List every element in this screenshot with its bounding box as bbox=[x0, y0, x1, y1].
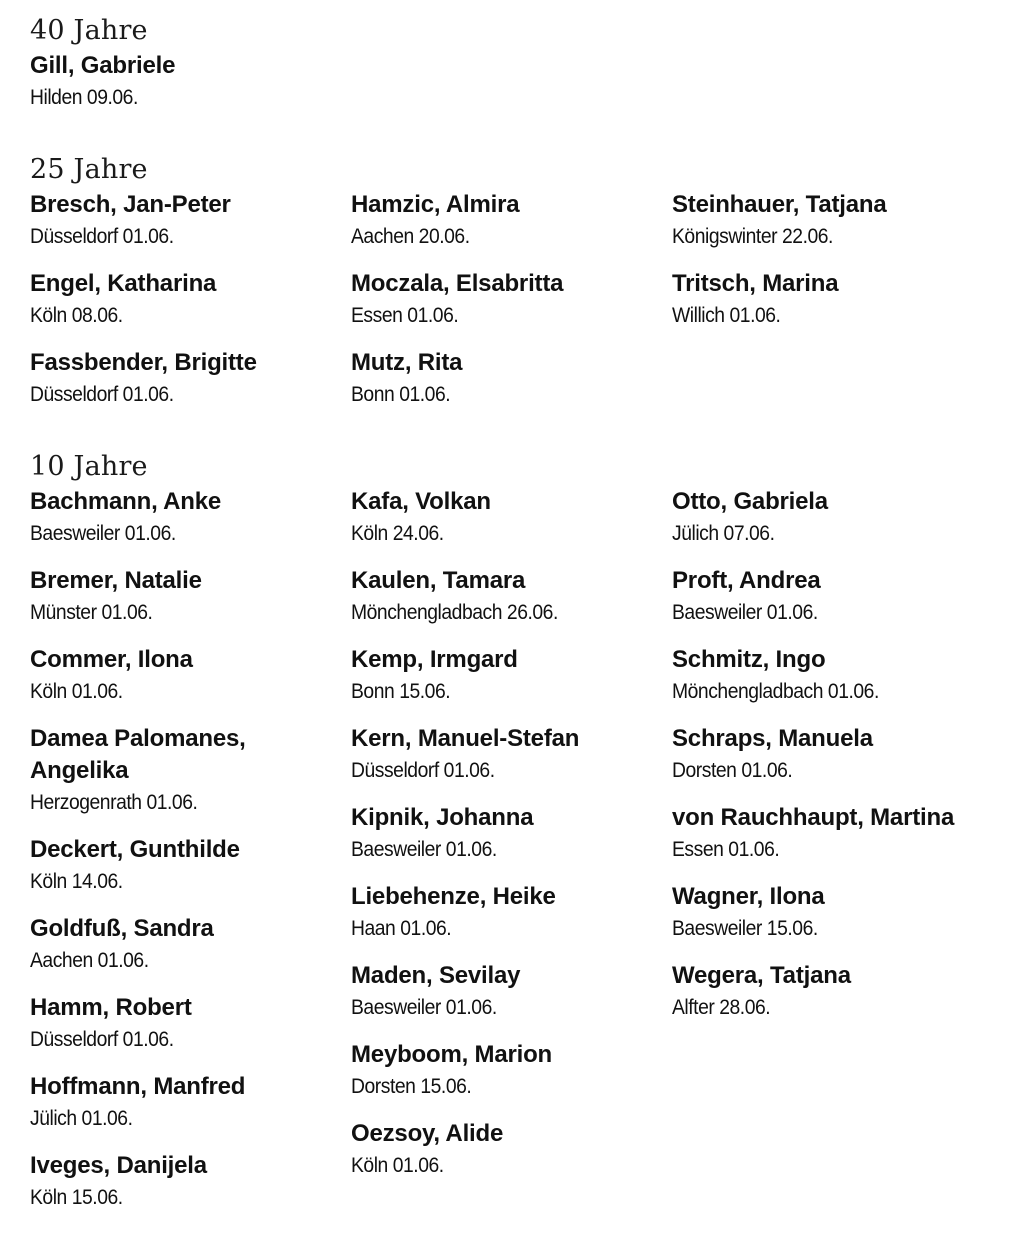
list-item bbox=[30, 644, 351, 708]
list-item bbox=[351, 486, 672, 550]
location-date: Baesweiler 15.06. bbox=[672, 917, 818, 940]
location-date: Jülich 01.06. bbox=[30, 1107, 133, 1130]
location-date: Baesweiler 01.06. bbox=[351, 838, 497, 861]
person-name: Fassbender, Brigitte bbox=[30, 349, 257, 376]
person-name: Bachmann, Anke bbox=[30, 488, 222, 515]
list-item bbox=[30, 913, 351, 977]
list-item bbox=[351, 1039, 672, 1103]
person-name: Hamzic, Almira bbox=[351, 191, 520, 218]
section-title: 25 Jahre bbox=[30, 154, 148, 185]
list-item bbox=[30, 723, 351, 819]
column-1 bbox=[30, 486, 351, 1229]
person-name: Kafa, Volkan bbox=[351, 488, 491, 515]
location-date: Köln 14.06. bbox=[30, 870, 123, 893]
person-name: Schmitz, Ingo bbox=[672, 646, 826, 673]
person-name: Meyboom, Marion bbox=[351, 1041, 553, 1068]
person-name: von Rauchhaupt, Martina bbox=[672, 804, 955, 831]
person-name: Kipnik, Johanna bbox=[351, 804, 534, 831]
person-name: Kaulen, Tamara bbox=[351, 567, 526, 594]
location-date: Baesweiler 01.06. bbox=[30, 522, 176, 545]
location-date: Düsseldorf 01.06. bbox=[30, 1028, 174, 1051]
list-item bbox=[30, 347, 351, 411]
anniversary-list bbox=[30, 12, 1000, 1251]
list-item bbox=[30, 50, 351, 114]
section-title: 10 Jahre bbox=[30, 451, 148, 482]
person-name: Maden, Sevilay bbox=[351, 962, 521, 989]
person-name: Gill, Gabriele bbox=[30, 52, 176, 79]
column-1 bbox=[30, 50, 351, 129]
column-3 bbox=[672, 486, 1000, 1039]
list-item bbox=[672, 881, 1000, 945]
list-item bbox=[30, 992, 351, 1056]
list-item bbox=[672, 960, 1000, 1024]
column-2 bbox=[351, 486, 672, 1197]
person-name: Tritsch, Marina bbox=[672, 270, 839, 297]
list-item bbox=[351, 960, 672, 1024]
list-item bbox=[351, 189, 672, 253]
list-item bbox=[672, 268, 1000, 332]
location-date: Aachen 01.06. bbox=[30, 949, 149, 972]
location-date: Bonn 15.06. bbox=[351, 680, 451, 703]
section-grid bbox=[30, 50, 1000, 129]
person-name: Iveges, Danijela bbox=[30, 1152, 207, 1179]
list-item bbox=[351, 644, 672, 708]
list-item bbox=[672, 565, 1000, 629]
location-date: Baesweiler 01.06. bbox=[672, 601, 818, 624]
list-item bbox=[351, 268, 672, 332]
location-date: Jülich 07.06. bbox=[672, 522, 775, 545]
column-3 bbox=[672, 189, 1000, 347]
section-grid bbox=[30, 486, 1000, 1229]
person-name: Steinhauer, Tatjana bbox=[672, 191, 887, 218]
person-name: Hoffmann, Manfred bbox=[30, 1073, 246, 1100]
list-item bbox=[672, 189, 1000, 253]
person-name: Goldfuß, Sandra bbox=[30, 915, 214, 942]
list-item bbox=[30, 189, 351, 253]
location-date: Alfter 28.06. bbox=[672, 996, 771, 1019]
list-item bbox=[672, 644, 1000, 708]
person-name: Bresch, Jan-Peter bbox=[30, 191, 231, 218]
list-item bbox=[351, 881, 672, 945]
location-date: Essen 01.06. bbox=[351, 304, 459, 327]
location-date: Königswinter 22.06. bbox=[672, 225, 833, 248]
location-date: Herzogenrath 01.06. bbox=[30, 791, 198, 814]
location-date: Dorsten 01.06. bbox=[672, 759, 793, 782]
location-date: Münster 01.06. bbox=[30, 601, 153, 624]
list-item bbox=[672, 486, 1000, 550]
person-name: Liebehenze, Heike bbox=[351, 883, 556, 910]
location-date: Aachen 20.06. bbox=[351, 225, 470, 248]
location-date: Düsseldorf 01.06. bbox=[30, 383, 174, 406]
list-item bbox=[672, 723, 1000, 787]
list-item bbox=[351, 802, 672, 866]
person-name: Otto, Gabriela bbox=[672, 488, 828, 515]
location-date: Düsseldorf 01.06. bbox=[351, 759, 495, 782]
location-date: Baesweiler 01.06. bbox=[351, 996, 497, 1019]
section-25-jahre bbox=[30, 151, 1000, 426]
list-item bbox=[351, 347, 672, 411]
person-name: Wagner, Ilona bbox=[672, 883, 825, 910]
list-item bbox=[351, 723, 672, 787]
list-item bbox=[30, 1150, 351, 1214]
location-date: Willich 01.06. bbox=[672, 304, 781, 327]
location-date: Bonn 01.06. bbox=[351, 383, 451, 406]
section-grid bbox=[30, 189, 1000, 426]
list-item bbox=[30, 834, 351, 898]
location-date: Köln 24.06. bbox=[351, 522, 444, 545]
location-date: Mönchengladbach 01.06. bbox=[672, 680, 879, 703]
person-name: Engel, Katharina bbox=[30, 270, 217, 297]
person-name: Commer, Ilona bbox=[30, 646, 193, 673]
person-name: Bremer, Natalie bbox=[30, 567, 202, 594]
list-item bbox=[351, 565, 672, 629]
location-date: Düsseldorf 01.06. bbox=[30, 225, 174, 248]
person-name: Mutz, Rita bbox=[351, 349, 463, 376]
location-date: Köln 08.06. bbox=[30, 304, 123, 327]
location-date: Köln 01.06. bbox=[351, 1154, 444, 1177]
person-name: Oezsoy, Alide bbox=[351, 1120, 504, 1147]
list-item bbox=[672, 802, 1000, 866]
location-date: Köln 15.06. bbox=[30, 1186, 123, 1209]
person-name: Deckert, Gunthilde bbox=[30, 836, 240, 863]
column-1 bbox=[30, 189, 351, 426]
location-date: Köln 01.06. bbox=[30, 680, 123, 703]
list-item bbox=[30, 486, 351, 550]
list-item bbox=[351, 1118, 672, 1182]
person-name: Kemp, Irmgard bbox=[351, 646, 518, 673]
person-name: Schraps, Manuela bbox=[672, 725, 873, 752]
column-2 bbox=[351, 189, 672, 426]
section-10-jahre bbox=[30, 448, 1000, 1229]
location-date: Haan 01.06. bbox=[351, 917, 452, 940]
section-title: 40 Jahre bbox=[30, 15, 148, 46]
location-date: Essen 01.06. bbox=[672, 838, 780, 861]
section-40-jahre bbox=[30, 12, 1000, 129]
person-name: Kern, Manuel-Stefan bbox=[351, 725, 580, 752]
person-name: Damea Palomanes, Angelika bbox=[30, 725, 246, 784]
person-name: Hamm, Robert bbox=[30, 994, 192, 1021]
location-date: Mönchengladbach 26.06. bbox=[351, 601, 558, 624]
list-item bbox=[30, 268, 351, 332]
list-item bbox=[30, 1071, 351, 1135]
list-item bbox=[30, 565, 351, 629]
person-name: Moczala, Elsabritta bbox=[351, 270, 564, 297]
person-name: Wegera, Tatjana bbox=[672, 962, 851, 989]
location-date: Dorsten 15.06. bbox=[351, 1075, 472, 1098]
person-name: Proft, Andrea bbox=[672, 567, 821, 594]
location-date: Hilden 09.06. bbox=[30, 86, 138, 109]
